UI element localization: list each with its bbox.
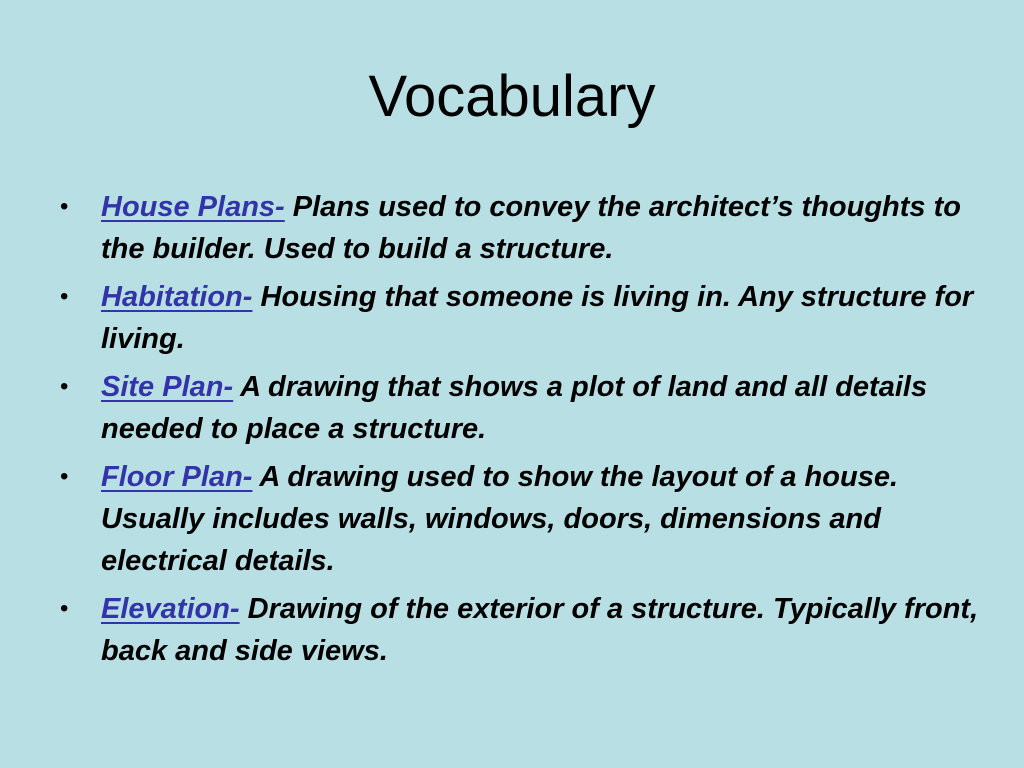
bullet-icon: • <box>60 595 69 622</box>
definition-floor-plan: A drawing used to show the layout of a house. Usually includes walls, windows, doors, dimensions and electrical details. <box>101 461 899 577</box>
bullet-icon: • <box>60 193 69 220</box>
bullet-icon: • <box>60 283 69 310</box>
term-link-floor-plan[interactable]: Floor Plan- <box>101 461 253 493</box>
list-item-floor-plan <box>60 456 980 582</box>
slide-title: Vocabulary <box>368 64 656 129</box>
term-link-house-plans[interactable]: House Plans- <box>101 191 285 223</box>
definition-site-plan: A drawing that shows a plot of land and all details needed to place a structure. <box>101 371 928 445</box>
list-item-house-plans <box>60 186 980 270</box>
vocabulary-list <box>60 186 980 678</box>
term-link-site-plan[interactable]: Site Plan- <box>101 371 234 403</box>
bullet-icon: • <box>60 463 69 490</box>
term-link-habitation[interactable]: Habitation- <box>101 281 253 313</box>
definition-house-plans: Plans used to convey the architect’s thoughts to the builder. Used to build a structure. <box>101 191 961 265</box>
list-item-site-plan <box>60 366 980 450</box>
definition-elevation: Drawing of the exterior of a structure. Typically front, back and side views. <box>101 593 979 667</box>
list-item-elevation <box>60 588 980 672</box>
list-item-habitation <box>60 276 980 360</box>
term-link-elevation[interactable]: Elevation- <box>101 593 240 625</box>
definition-habitation: Housing that someone is living in. Any structure for living. <box>101 281 974 355</box>
bullet-icon: • <box>60 373 69 400</box>
